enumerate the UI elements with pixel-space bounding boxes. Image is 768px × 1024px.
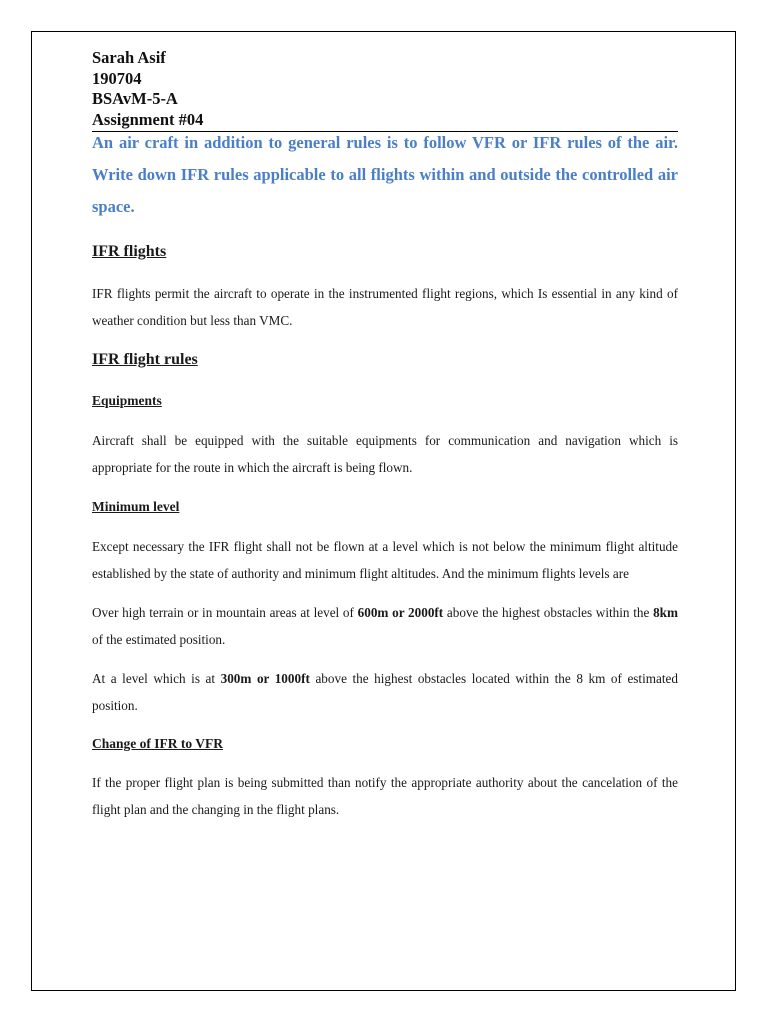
- heading-minimum-level: Minimum level: [92, 499, 180, 514]
- paragraph-ifr-flights: IFR flights permit the aircraft to operate in the instrumented flight regions, which Is essential in any kind of weather condition but less than VMC.: [92, 286, 678, 328]
- text-segment: Over high terrain or in mountain areas at level of: [92, 605, 358, 620]
- bold-distance-value: 8km: [653, 605, 678, 620]
- text-segment: At a level which is at: [92, 671, 221, 686]
- heading-equipments: Equipments: [92, 393, 162, 408]
- text-segment: of the estimated position.: [92, 632, 226, 647]
- paragraph-equipments: Aircraft shall be equipped with the suitable equipments for communication and navigation which is appropriate for the route in which the aircraft is being flown.: [92, 433, 678, 475]
- heading-ifr-flight-rules: IFR flight rules: [92, 351, 198, 368]
- paragraph-other-areas: [92, 665, 678, 719]
- paragraph-minimum-level: Except necessary the IFR flight shall not be flown at a level which is not below the minimum flight altitude established by the state of authority and minimum flight altitudes. And the minimum flights levels are: [92, 539, 678, 581]
- text-segment: above the highest obstacles within the: [443, 605, 654, 620]
- student-class: BSAvM-5-A: [92, 89, 178, 108]
- heading-ifr-flights: IFR flights: [92, 243, 167, 260]
- bold-altitude-value: 600m or 2000ft: [357, 605, 444, 620]
- assignment-number: Assignment #04: [92, 109, 204, 129]
- bold-altitude-value: 300m or 1000ft: [220, 671, 310, 686]
- text-segment: above the highest obstacles located within the 8 km of estimated position.: [92, 671, 678, 713]
- heading-change-ifr-vfr: Change of IFR to VFR: [92, 736, 223, 751]
- document-content: [92, 48, 678, 823]
- paragraph-change-ifr-vfr: If the proper flight plan is being submitted than notify the appropriate authority about the cancelation of the flight plan and the changing in the flight plans.: [92, 775, 678, 817]
- document-page: [31, 31, 736, 991]
- student-id: 190704: [92, 68, 142, 88]
- assignment-question: An air craft in addition to general rules is to follow VFR or IFR rules of the air. Write down IFR rules applicable to all flights within and outside the controlled air space.: [92, 133, 678, 216]
- student-name: Sarah Asif: [92, 48, 166, 67]
- paragraph-high-terrain: [92, 599, 678, 653]
